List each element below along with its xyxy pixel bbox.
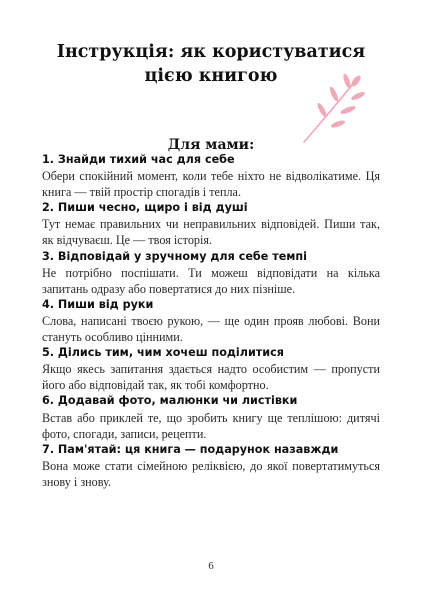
instruction-text: Слова, написані твоєю рукою, — ще один прояв любові. Вони стануть особливо цінними. xyxy=(42,313,380,345)
instruction-item xyxy=(42,442,380,490)
page-title: Інструкція: як користуватися цією книгою xyxy=(56,42,366,86)
instruction-heading: 1. Знайди тихий час для себе xyxy=(42,153,235,166)
instruction-heading: 6. Додавай фото, малюнки чи листівки xyxy=(42,394,298,408)
instruction-heading: 2. Пиши чесно, щиро і від душі xyxy=(42,201,248,215)
section-heading: Для мами: xyxy=(167,137,255,153)
instruction-heading: 3. Відповідай у зручному для себе темпі xyxy=(42,249,307,263)
instruction-item xyxy=(42,249,380,297)
instruction-item xyxy=(42,200,380,248)
instruction-text: Якщо якесь запитання здається надто особистим — пропусти його або відповідай так, як тобі комфортно. xyxy=(42,362,380,393)
instruction-text: Не потрібно поспішати. Ти можеш відповідати на кілька запитань одразу або повертатися до них пізніше. xyxy=(42,265,380,296)
instruction-text: Обери спокійний момент, коли тебе ніхто не відволікатиме. Ця книга — твій простір спогадів і тепла. xyxy=(42,169,380,200)
instruction-text: Тут немає правильних чи неправильних відповідей. Пиши так, як відчуваєш. Це — твоя історія. xyxy=(42,217,380,248)
instruction-item xyxy=(42,393,380,441)
instruction-text: Вона може стати сімейною реліквією, до якої повертатимуться знову і знову. xyxy=(42,458,380,489)
page-number: 6 xyxy=(208,560,214,572)
instruction-item xyxy=(42,152,380,200)
instruction-text: Встав або приклей те, що зробить книгу ще теплішою: дитячі фото, спогади, записи, рецепти. xyxy=(42,410,380,441)
instruction-heading: 5. Ділись тим, чим хочеш поділитися xyxy=(42,346,284,360)
instructions-list xyxy=(42,152,380,490)
instruction-item xyxy=(42,345,380,393)
instruction-heading: 4. Пиши від руки xyxy=(42,297,154,311)
instruction-item xyxy=(42,297,380,345)
instruction-heading: 7. Пам'ятай: ця книга — подарунок назавжди xyxy=(42,442,339,456)
pink-leaf-sprig-icon xyxy=(298,72,366,144)
